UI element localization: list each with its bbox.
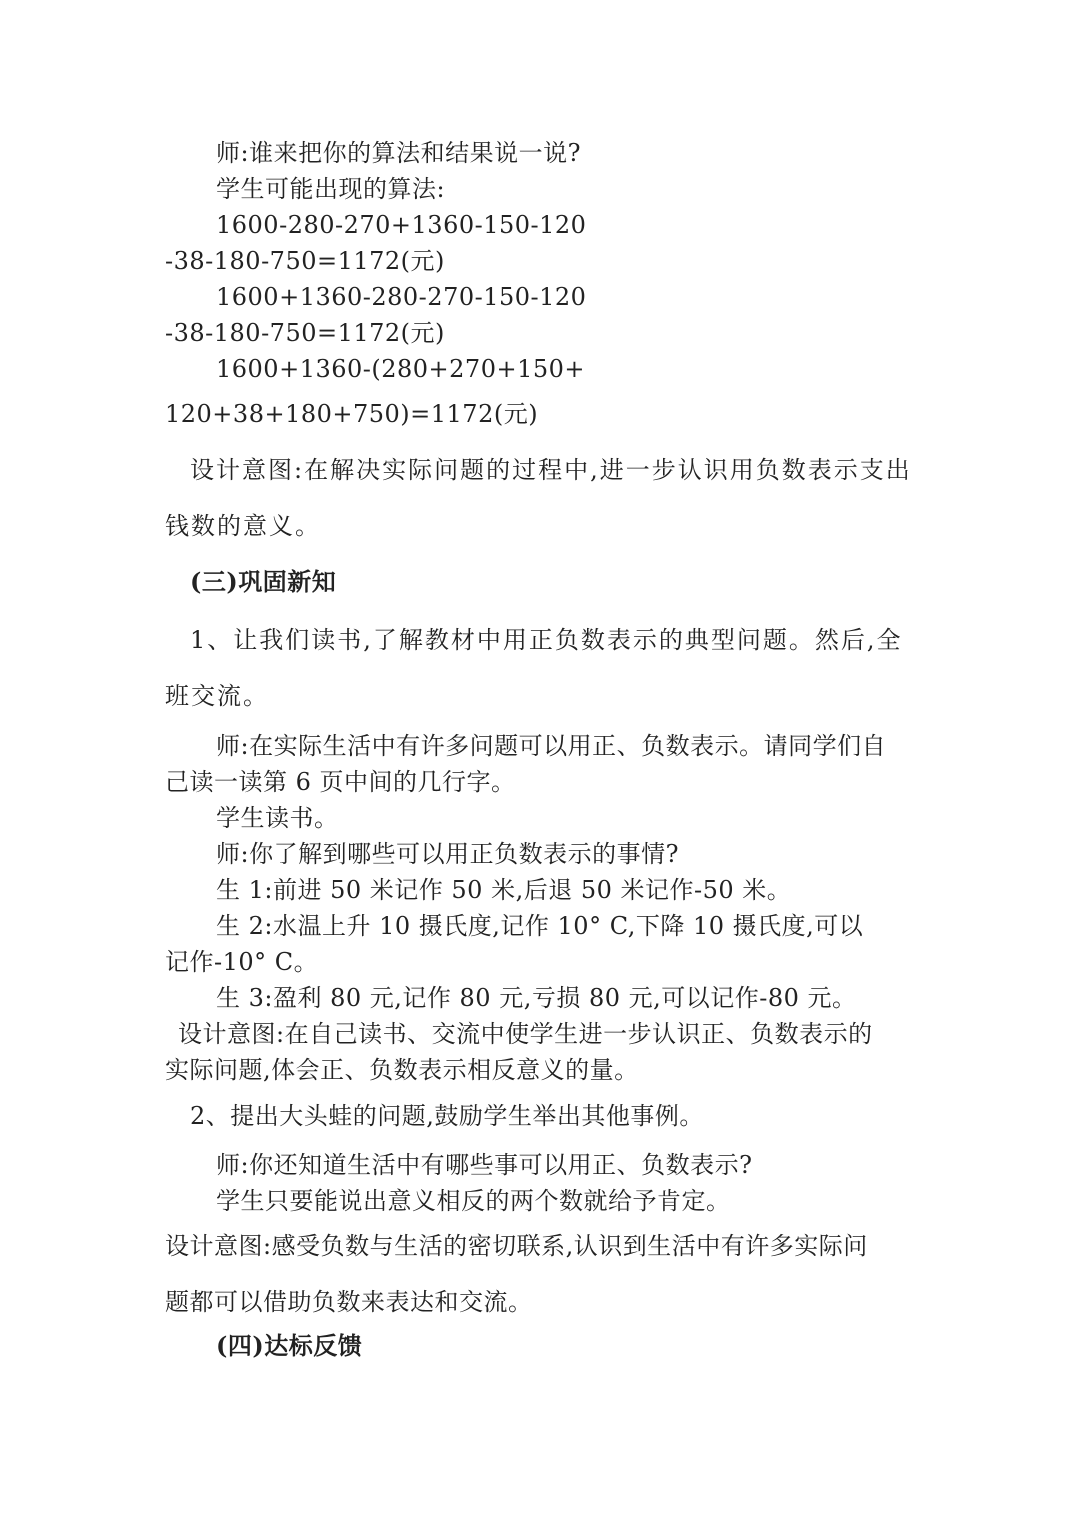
teacher-question-line: 师:谁来把你的算法和结果说一说? [216, 139, 581, 167]
student-methods-intro: 学生可能出现的算法: [216, 175, 446, 203]
method-1-line-2: -38-180-750=1172(元) [165, 247, 445, 275]
section-heading-feedback: (四)达标反馈 [216, 1331, 363, 1360]
design-intent-3-line-1: 设计意图:感受负数与生活的密切联系,认识到生活中有许多实际问 [165, 1232, 868, 1260]
student-3-answer: 生 3:盈利 80 元,记作 80 元,亏损 80 元,可以记作-80 元。 [216, 984, 857, 1012]
teacher-ask-more-line: 师:你还知道生活中有哪些事可以用正、负数表示? [216, 1151, 753, 1179]
student-2-answer-line-2: 记作-10° C。 [165, 948, 319, 976]
item-1-line-2: 班交流。 [165, 682, 269, 710]
method-2-line-2: -38-180-750=1172(元) [165, 319, 445, 347]
design-intent-2-line-1: 设计意图:在自己读书、交流中使学生进一步认识正、负数表示的 [178, 1020, 873, 1048]
student-2-answer-line-1: 生 2:水温上升 10 摄氏度,记作 10° C,下降 10 摄氏度,可以 [216, 912, 864, 940]
method-3-line-1: 1600+1360-(280+270+150+ [216, 355, 585, 383]
design-intent-2-line-2: 实际问题,体会正、负数表示相反意义的量。 [165, 1056, 639, 1084]
method-3-line-2: 120+38+180+750)=1172(元) [165, 400, 539, 428]
students-read-line: 学生读书。 [216, 804, 339, 832]
method-2-line-1: 1600+1360-280-270-150-120 [216, 283, 587, 311]
students-affirm-line: 学生只要能说出意义相反的两个数就给予肯定。 [216, 1187, 731, 1215]
design-intent-1-line-1: 设计意图:在解决实际问题的过程中,进一步认识用负数表示支出 [190, 456, 912, 484]
teacher-ask-line: 师:你了解到哪些可以用正负数表示的事情? [216, 840, 679, 868]
teacher-read-line-2: 己读一读第 6 页中间的几行字。 [165, 768, 516, 796]
section-heading-consolidate: (三)巩固新知 [190, 567, 337, 596]
teacher-read-line-1: 师:在实际生活中有许多问题可以用正、负数表示。请同学们自 [216, 732, 887, 760]
design-intent-3-line-2: 题都可以借助负数来表达和交流。 [165, 1288, 533, 1316]
item-1-line-1: 1、让我们读书,了解教材中用正负数表示的典型问题。然后,全 [190, 626, 903, 654]
item-2-line: 2、提出大头蛙的问题,鼓励学生举出其他事例。 [190, 1102, 704, 1130]
design-intent-1-line-2: 钱数的意义。 [165, 512, 321, 540]
student-1-answer: 生 1:前进 50 米记作 50 米,后退 50 米记作-50 米。 [216, 876, 792, 904]
method-1-line-1: 1600-280-270+1360-150-120 [216, 211, 587, 239]
